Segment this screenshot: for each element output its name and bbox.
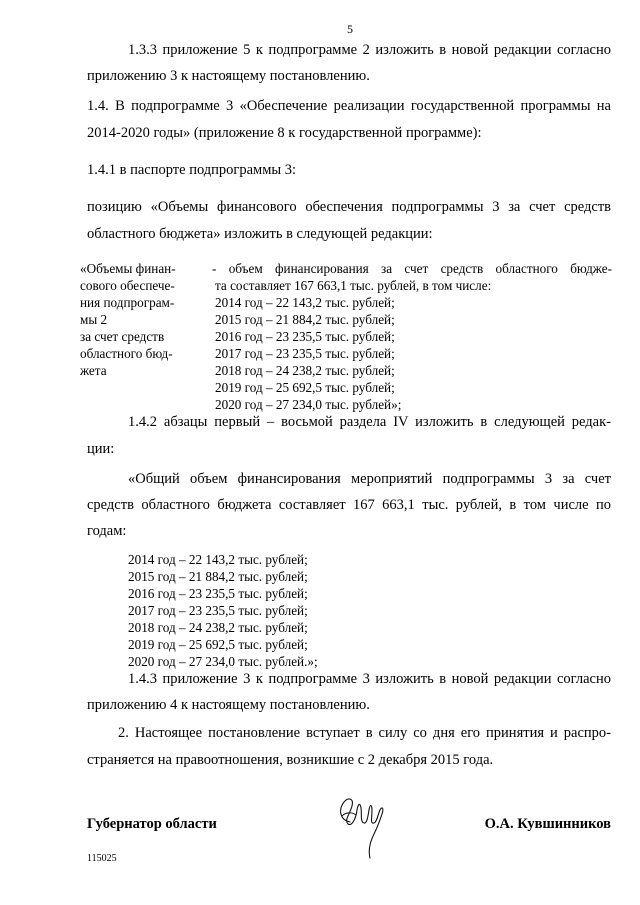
table-right-line: - объем финансирования за счет средств областного бюдже-	[212, 261, 612, 276]
years-list-item: 2015 год – 21 884,2 тыс. рублей;	[128, 569, 308, 584]
paragraph-1-3-3-line-2: приложению 3 к настоящему постановлению.	[87, 68, 370, 84]
paragraph-1-4-3-line-2: приложению 4 к настоящему постановлению.	[87, 697, 370, 713]
signature-title: Губернатор области	[87, 816, 217, 832]
paragraph-1-4-3-line-1: 1.4.3 приложение 3 к подпрограмме 3 изложить в новой редакции согласно	[128, 671, 611, 687]
table-right-line: 2019 год – 25 692,5 тыс. рублей;	[215, 380, 395, 395]
paragraph-1-4-line-1: 1.4. В подпрограмме 3 «Обеспечение реализации государственной программы на	[87, 98, 611, 114]
years-list-item: 2019 год – 25 692,5 тыс. рублей;	[128, 637, 308, 652]
paragraph-quote-line-2: средств областного бюджета составляет 167 663,1 тыс. рублей, в том числе по	[87, 497, 611, 513]
table-left-line: ния подпрограм-	[80, 295, 175, 310]
years-list-item: 2016 год – 23 235,5 тыс. рублей;	[128, 586, 308, 601]
paragraph-1-4-2-line-2: ции:	[87, 441, 115, 457]
signature-name: О.А. Кувшинников	[484, 816, 611, 832]
document-code: 115025	[87, 853, 117, 864]
years-list-item: 2017 год – 23 235,5 тыс. рублей;	[128, 603, 308, 618]
years-list-item: 2018 год – 24 238,2 тыс. рублей;	[128, 620, 308, 635]
paragraph-2-line-1: 2. Настоящее постановление вступает в силу со дня его принятия и распро-	[118, 725, 611, 741]
paragraph-position-line-1: позицию «Объемы финансового обеспечения подпрограммы 3 за счет средств	[87, 199, 611, 215]
table-left-line: мы 2	[80, 312, 108, 327]
table-right-line: 2020 год – 27 234,0 тыс. рублей»;	[215, 397, 402, 412]
table-left-line: сового обеспече-	[80, 278, 175, 293]
table-right-line: та составляет 167 663,1 тыс. рублей, в том числе:	[215, 278, 492, 293]
paragraph-quote-line-1: «Общий объем финансирования мероприятий подпрограммы 3 за счет	[128, 471, 611, 487]
handwritten-signature	[330, 790, 390, 865]
table-right-line: 2015 год – 21 884,2 тыс. рублей;	[215, 312, 395, 327]
paragraph-1-4-2-line-1: 1.4.2 абзацы первый – восьмой раздела IV изложить в следующей редак-	[128, 414, 611, 430]
table-right-line: 2016 год – 23 235,5 тыс. рублей;	[215, 329, 395, 344]
paragraph-2-line-2: страняется на правоотношения, возникшие с 2 декабря 2015 года.	[87, 752, 494, 768]
paragraph-1-4-line-2: 2014-2020 годы» (приложение 8 к государственной программе):	[87, 125, 482, 141]
table-right-line: 2014 год – 22 143,2 тыс. рублей;	[215, 295, 395, 310]
table-left-line: за счет средств	[80, 329, 165, 344]
paragraph-1-3-3-line-1: 1.3.3 приложение 5 к подпрограмме 2 изложить в новой редакции согласно	[128, 42, 611, 58]
table-left-line: жета	[80, 363, 107, 378]
page-number: 5	[347, 22, 353, 36]
table-left-line: областного бюд-	[80, 346, 173, 361]
table-right-line: 2018 год – 24 238,2 тыс. рублей;	[215, 363, 395, 378]
paragraph-quote-line-3: годам:	[87, 523, 127, 539]
years-list-item: 2014 год – 22 143,2 тыс. рублей;	[128, 552, 308, 567]
years-list-item: 2020 год – 27 234,0 тыс. рублей.»;	[128, 654, 318, 669]
paragraph-1-4-1: 1.4.1 в паспорте подпрограммы 3:	[87, 162, 297, 178]
table-right-line: 2017 год – 23 235,5 тыс. рублей;	[215, 346, 395, 361]
paragraph-position-line-2: областного бюджета» изложить в следующей редакции:	[87, 226, 433, 242]
table-left-line: «Объемы финан-	[80, 261, 176, 276]
